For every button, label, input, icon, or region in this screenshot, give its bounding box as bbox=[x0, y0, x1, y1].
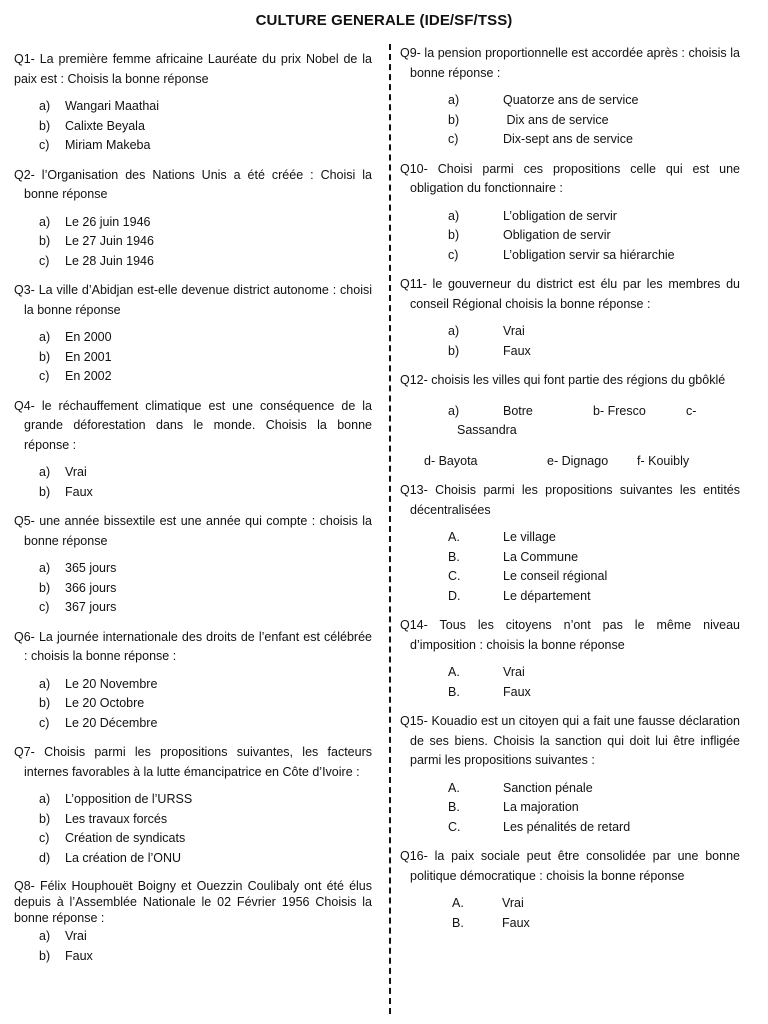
option-q3-a[interactable]: a) En 2000 bbox=[39, 330, 112, 344]
options-q5 bbox=[14, 559, 372, 618]
option-q11-a[interactable]: a) Vrai bbox=[448, 324, 525, 338]
options-q12 bbox=[400, 402, 740, 472]
options-q13 bbox=[400, 528, 740, 606]
option-q10-c[interactable]: c) L’obligation servir sa hiérarchie bbox=[448, 247, 675, 262]
page-title: CULTURE GENERALE (IDE/SF/TSS) bbox=[255, 12, 513, 29]
options-q6 bbox=[14, 675, 372, 734]
option-q7-b[interactable]: b) Les travaux forcés bbox=[39, 811, 168, 826]
option-q12-c[interactable]: Sassandra bbox=[457, 423, 517, 437]
option-q11-b[interactable]: b) Faux bbox=[448, 343, 531, 358]
option-q7-d[interactable]: d) La création de l’ONU bbox=[39, 850, 182, 865]
option-q2-a[interactable]: a) Le 26 juin 1946 bbox=[39, 214, 151, 229]
options-q14 bbox=[400, 663, 740, 702]
question-q5: Q5- une année bissextile est une année qui compte : choisis la bonne réponse bbox=[14, 514, 372, 548]
option-q6-c[interactable]: c) Le 20 Décembre bbox=[39, 715, 158, 730]
option-q8-b[interactable]: b) Faux bbox=[39, 948, 93, 963]
option-q3-c[interactable]: c) En 2002 bbox=[39, 369, 112, 383]
question-q2: Q2- l’Organisation des Nations Unis a été créée : Choisi la bonne réponse bbox=[14, 167, 372, 201]
option-q5-a[interactable]: a) 365 jours bbox=[39, 561, 117, 575]
option-q12-a-letter[interactable]: a) bbox=[448, 403, 460, 418]
right-column bbox=[400, 44, 740, 943]
option-q12-e[interactable]: e- Dignago bbox=[547, 453, 609, 468]
option-q13-b[interactable]: B. La Commune bbox=[448, 549, 579, 564]
question-q16: Q16- la paix sociale peut être consolidée par une bonne politique démocratique : choisis la bonne réponse bbox=[400, 849, 740, 883]
options-q2 bbox=[14, 213, 372, 272]
question-q8: Q8- Félix Houphouët Boigny et Ouezzin Coulibaly ont été élus depuis à l’Assemblée Nationale le 02 Février 1956 Choisis la bonne réponse : bbox=[14, 879, 372, 925]
question-q4: Q4- le réchauffement climatique est une conséquence de la grande déforestation dans le monde. Choisis la bonne réponse : bbox=[14, 398, 372, 452]
options-q15 bbox=[400, 779, 740, 838]
options-q7 bbox=[14, 790, 372, 868]
option-q15-b[interactable]: B. La majoration bbox=[448, 800, 579, 814]
option-q4-b[interactable]: b) Faux bbox=[39, 484, 93, 499]
question-q1: Q1- La première femme africaine Lauréate du prix Nobel de la paix est : Choisis la bonne réponse bbox=[14, 52, 372, 86]
option-q8-a[interactable]: a) Vrai bbox=[39, 929, 87, 943]
question-q9: Q9- la pension proportionnelle est accordée après : choisis la bonne réponse : bbox=[400, 46, 740, 80]
option-q5-c[interactable]: c) 367 jours bbox=[39, 600, 117, 614]
option-q1-c[interactable]: c) Miriam Makeba bbox=[39, 138, 151, 152]
question-q14: Q14- Tous les citoyens n’ont pas le même niveau d’imposition : choisis la bonne réponse bbox=[400, 618, 740, 652]
option-q12-a[interactable]: Botre bbox=[503, 403, 533, 418]
question-q11: Q11- le gouverneur du district est élu par les membres du conseil Régional choisis la bonne réponse : bbox=[400, 277, 740, 311]
question-q12: Q12- choisis les villes qui font partie des régions du gbôklé bbox=[400, 373, 726, 387]
option-q12-b[interactable]: b- Fresco bbox=[593, 403, 646, 418]
option-q7-c[interactable]: c) Création de syndicats bbox=[39, 831, 186, 845]
option-q9-a[interactable]: a) Quatorze ans de service bbox=[448, 93, 639, 107]
options-q9 bbox=[400, 91, 740, 150]
option-q16-a[interactable]: A. Vrai bbox=[452, 896, 524, 910]
options-q10 bbox=[400, 207, 740, 266]
options-q12-row2 bbox=[424, 452, 740, 472]
question-q3: Q3- La ville d’Abidjan est-elle devenue district autonome : choisi la bonne réponse bbox=[14, 283, 372, 317]
question-q15: Q15- Kouadio est un citoyen qui a fait une fausse déclaration de ses biens. Choisis la sanction qui doit lui être infligée parmi les propositions suivantes : bbox=[400, 714, 740, 767]
options-q8 bbox=[14, 927, 372, 966]
option-q10-a[interactable]: a) L’obligation de servir bbox=[448, 208, 617, 223]
left-column bbox=[14, 50, 372, 976]
option-q1-b[interactable]: b) Calixte Beyala bbox=[39, 118, 145, 133]
options-q11 bbox=[400, 322, 740, 361]
options-q12-row1 bbox=[448, 402, 740, 422]
option-q6-a[interactable]: a) Le 20 Novembre bbox=[39, 676, 158, 691]
column-divider bbox=[389, 44, 391, 1014]
options-q1 bbox=[14, 97, 372, 156]
option-q14-b[interactable]: B. Faux bbox=[448, 684, 531, 699]
option-q5-b[interactable]: b) 366 jours bbox=[39, 580, 117, 595]
options-q16 bbox=[400, 894, 740, 933]
option-q2-c[interactable]: c) Le 28 Juin 1946 bbox=[39, 253, 154, 268]
option-q13-a[interactable]: A. Le village bbox=[448, 530, 556, 544]
question-q13: Q13- Choisis parmi les propositions suivantes les entités décentralisées bbox=[400, 483, 740, 517]
question-q6: Q6- La journée internationale des droits de l’enfant est célébrée : choisis la bonne réponse : bbox=[14, 629, 372, 663]
options-q3 bbox=[14, 328, 372, 387]
option-q3-b[interactable]: b) En 2001 bbox=[39, 349, 112, 364]
option-q14-a[interactable]: A. Vrai bbox=[448, 665, 525, 679]
option-q1-a[interactable]: a) Wangari Maathai bbox=[39, 99, 160, 113]
option-q15-c[interactable]: C. Les pénalités de retard bbox=[448, 819, 631, 834]
option-q6-b[interactable]: b) Le 20 Octobre bbox=[39, 696, 145, 710]
option-q9-b[interactable]: b) Dix ans de service bbox=[448, 112, 609, 127]
option-q12-c-letter[interactable]: c- bbox=[686, 403, 697, 418]
option-q7-a[interactable]: a) L’opposition de l’URSS bbox=[39, 792, 193, 806]
question-q10: Q10- Choisi parmi ces propositions celle qui est une obligation du fonctionnaire : bbox=[400, 161, 740, 195]
option-q13-d[interactable]: D. Le département bbox=[448, 588, 591, 603]
option-q12-f[interactable]: f- Kouibly bbox=[637, 453, 690, 468]
option-q13-c[interactable]: C. Le conseil régional bbox=[448, 569, 608, 583]
option-q12-d[interactable]: d- Bayota bbox=[424, 453, 478, 468]
option-q9-c[interactable]: c) Dix-sept ans de service bbox=[448, 132, 633, 146]
option-q16-b[interactable]: B. Faux bbox=[452, 915, 530, 930]
option-q4-a[interactable]: a) Vrai bbox=[39, 465, 87, 479]
options-q4 bbox=[14, 463, 372, 502]
option-q10-b[interactable]: b) Obligation de servir bbox=[448, 228, 611, 242]
question-q7: Q7- Choisis parmi les propositions suivantes, les facteurs internes favorables à la lutte émancipatrice en Côte d’Ivoire : bbox=[14, 745, 372, 779]
option-q15-a[interactable]: A. Sanction pénale bbox=[448, 780, 593, 795]
option-q2-b[interactable]: b) Le 27 Juin 1946 bbox=[39, 234, 154, 248]
